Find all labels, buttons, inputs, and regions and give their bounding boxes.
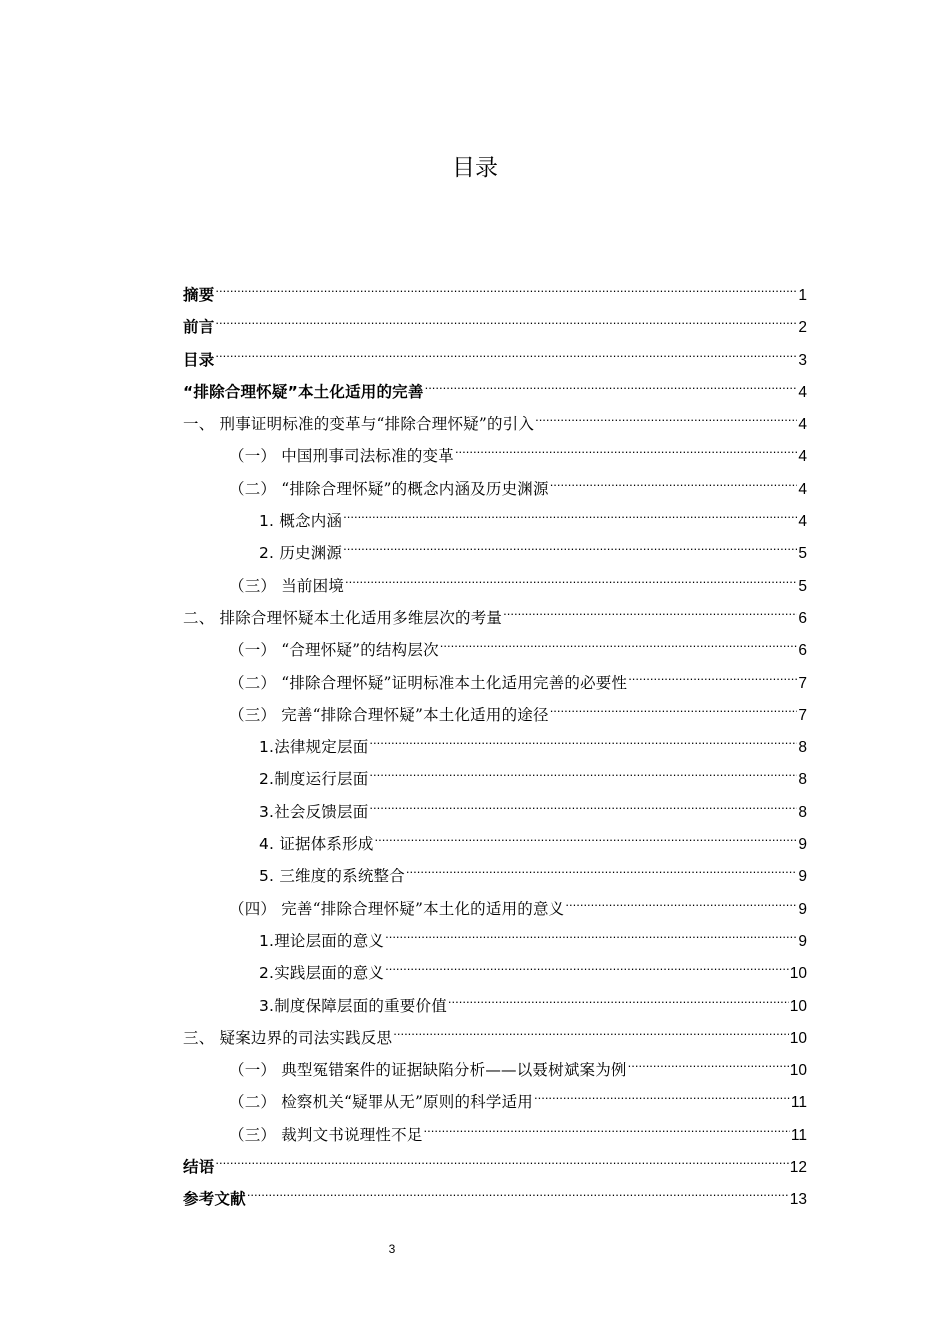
toc-entry-page: 8 — [798, 739, 807, 757]
toc-dot-leader — [628, 656, 797, 688]
toc-entry-page: 5 — [798, 577, 807, 595]
toc-entry-label: 2.制度运行层面 — [259, 770, 369, 789]
toc-entry-label: （二） “排除合理怀疑”的概念内涵及历史渊源 — [229, 479, 549, 498]
toc-dot-leader — [369, 785, 797, 817]
toc-entry-page: 10 — [789, 965, 807, 983]
toc-dot-leader — [550, 462, 798, 494]
toc-dot-leader — [535, 397, 797, 429]
toc-entry-label: 2.实践层面的意义 — [259, 964, 385, 983]
toc-dot-leader — [247, 1172, 789, 1204]
toc-dot-leader — [565, 882, 797, 914]
page-title: 目录 — [452, 155, 498, 181]
toc-entry-label: （四） 完善“排除合理怀疑”本土化的适用的意义 — [229, 899, 565, 918]
toc-dot-leader — [215, 268, 797, 300]
toc-entry-page: 12 — [789, 1159, 807, 1177]
toc-entry-page: 1 — [798, 287, 807, 304]
toc-entry-page: 9 — [798, 836, 807, 854]
toc-dot-leader — [385, 914, 797, 946]
toc-entry-page: 8 — [798, 803, 807, 821]
toc-entry-page: 9 — [798, 932, 807, 950]
toc-entry-label: 5. 三维度的系统整合 — [259, 867, 405, 886]
toc-entry-page: 2 — [798, 319, 807, 337]
toc-entry-label: （一） “合理怀疑”的结构层次 — [229, 641, 439, 660]
toc-entry-page: 8 — [798, 771, 807, 789]
toc-entry-label: 前言 — [183, 318, 215, 337]
toc-dot-leader — [369, 720, 797, 752]
toc-entry-label: 结语 — [183, 1158, 215, 1177]
toc-entry-page: 4 — [798, 513, 807, 531]
toc-dot-leader — [375, 817, 798, 849]
toc-dot-leader — [215, 300, 797, 332]
toc-entry-label: “排除合理怀疑”本土化适用的完善 — [183, 382, 424, 401]
toc-entry-page: 6 — [798, 642, 807, 660]
toc-dot-leader — [343, 494, 797, 526]
toc-entry-page: 11 — [790, 1126, 807, 1144]
toc-dot-leader — [343, 526, 797, 558]
toc-entry-page: 10 — [789, 1029, 807, 1047]
toc-entry-page: 6 — [798, 609, 807, 627]
toc-entry-page: 4 — [798, 448, 807, 466]
toc-dot-leader — [440, 623, 798, 655]
toc-dot-leader — [424, 1108, 790, 1140]
toc-entry[interactable] — [183, 333, 807, 369]
toc-entry-label: （三） 当前困境 — [229, 576, 345, 595]
toc-entry-label: （二） “排除合理怀疑”证明标准本土化适用完善的必要性 — [229, 673, 628, 692]
toc-entry-label: （一） 中国刑事司法标准的变革 — [229, 447, 454, 466]
toc-entry-page: 13 — [789, 1191, 807, 1209]
toc-dot-leader — [406, 849, 797, 881]
toc-entry-label: 4. 证据体系形成 — [259, 835, 374, 854]
toc-dot-leader — [503, 591, 797, 623]
toc-entry[interactable] — [183, 1140, 807, 1177]
toc-entry-page: 10 — [789, 1062, 807, 1080]
toc-entry-label: （三） 裁判文书说理性不足 — [229, 1125, 423, 1144]
toc-dot-leader — [455, 429, 797, 461]
toc-dot-leader — [385, 946, 789, 978]
toc-entry-page: 3 — [798, 351, 807, 369]
toc-entry-page: 4 — [798, 383, 807, 401]
toc-entry-page: 10 — [789, 997, 807, 1015]
toc-entry-label: 1. 概念内涵 — [259, 512, 343, 531]
toc-entry-label: 3.制度保障层面的重要价值 — [259, 996, 447, 1015]
toc-dot-leader — [215, 1140, 788, 1172]
toc-entry-label: 一、 刑事证明标准的变革与“排除合理怀疑”的引入 — [183, 415, 535, 434]
toc-dot-leader — [550, 688, 798, 720]
toc-entry-label: 三、 疑案边界的司法实践反思 — [183, 1028, 393, 1047]
toc-dot-leader — [534, 1075, 790, 1107]
toc-entry-page: 7 — [798, 706, 807, 724]
toc-entry-label: 2. 历史渊源 — [259, 544, 343, 563]
toc-entry-page: 4 — [798, 416, 807, 434]
toc-dot-leader — [425, 365, 798, 397]
toc-entry-page: 4 — [798, 480, 807, 498]
toc-entry-label: 1.法律规定层面 — [259, 738, 369, 757]
toc-entry-label: （二） 检察机关“疑罪从无”原则的科学适用 — [229, 1093, 533, 1112]
toc-entry-label: 1.理论层面的意义 — [259, 931, 385, 950]
toc-dot-leader — [393, 1011, 789, 1043]
toc-entry-label: （三） 完善“排除合理怀疑”本土化适用的途径 — [229, 705, 549, 724]
toc-entry-label: 二、 排除合理怀疑本土化适用多维层次的考量 — [183, 608, 503, 627]
toc-entry[interactable] — [183, 268, 807, 304]
toc-entry[interactable] — [183, 365, 807, 401]
toc-dot-leader — [448, 979, 789, 1011]
toc-entry[interactable] — [183, 300, 807, 337]
toc-entry-page: 7 — [798, 674, 807, 692]
toc-entry-page: 9 — [798, 900, 807, 918]
toc-dot-leader — [215, 333, 797, 365]
toc-entry-label: 3.社会反馈层面 — [259, 802, 369, 821]
toc-entry-label: 摘要 — [183, 286, 215, 304]
toc-entry-page: 5 — [798, 545, 807, 563]
toc-entry-page: 9 — [798, 868, 807, 886]
toc-dot-leader — [345, 559, 797, 591]
toc-dot-leader — [628, 1043, 789, 1075]
toc-entry-label: 目录 — [183, 350, 215, 369]
page-number: 3 — [388, 1242, 396, 1256]
toc-entry[interactable] — [183, 1172, 807, 1209]
table-of-contents — [183, 268, 807, 1209]
toc-entry-label: （一） 典型冤错案件的证据缺陷分析——以聂树斌案为例 — [229, 1061, 627, 1080]
toc-dot-leader — [369, 752, 797, 784]
toc-entry-label: 参考文献 — [183, 1190, 246, 1209]
toc-entry-page: 11 — [790, 1094, 807, 1112]
